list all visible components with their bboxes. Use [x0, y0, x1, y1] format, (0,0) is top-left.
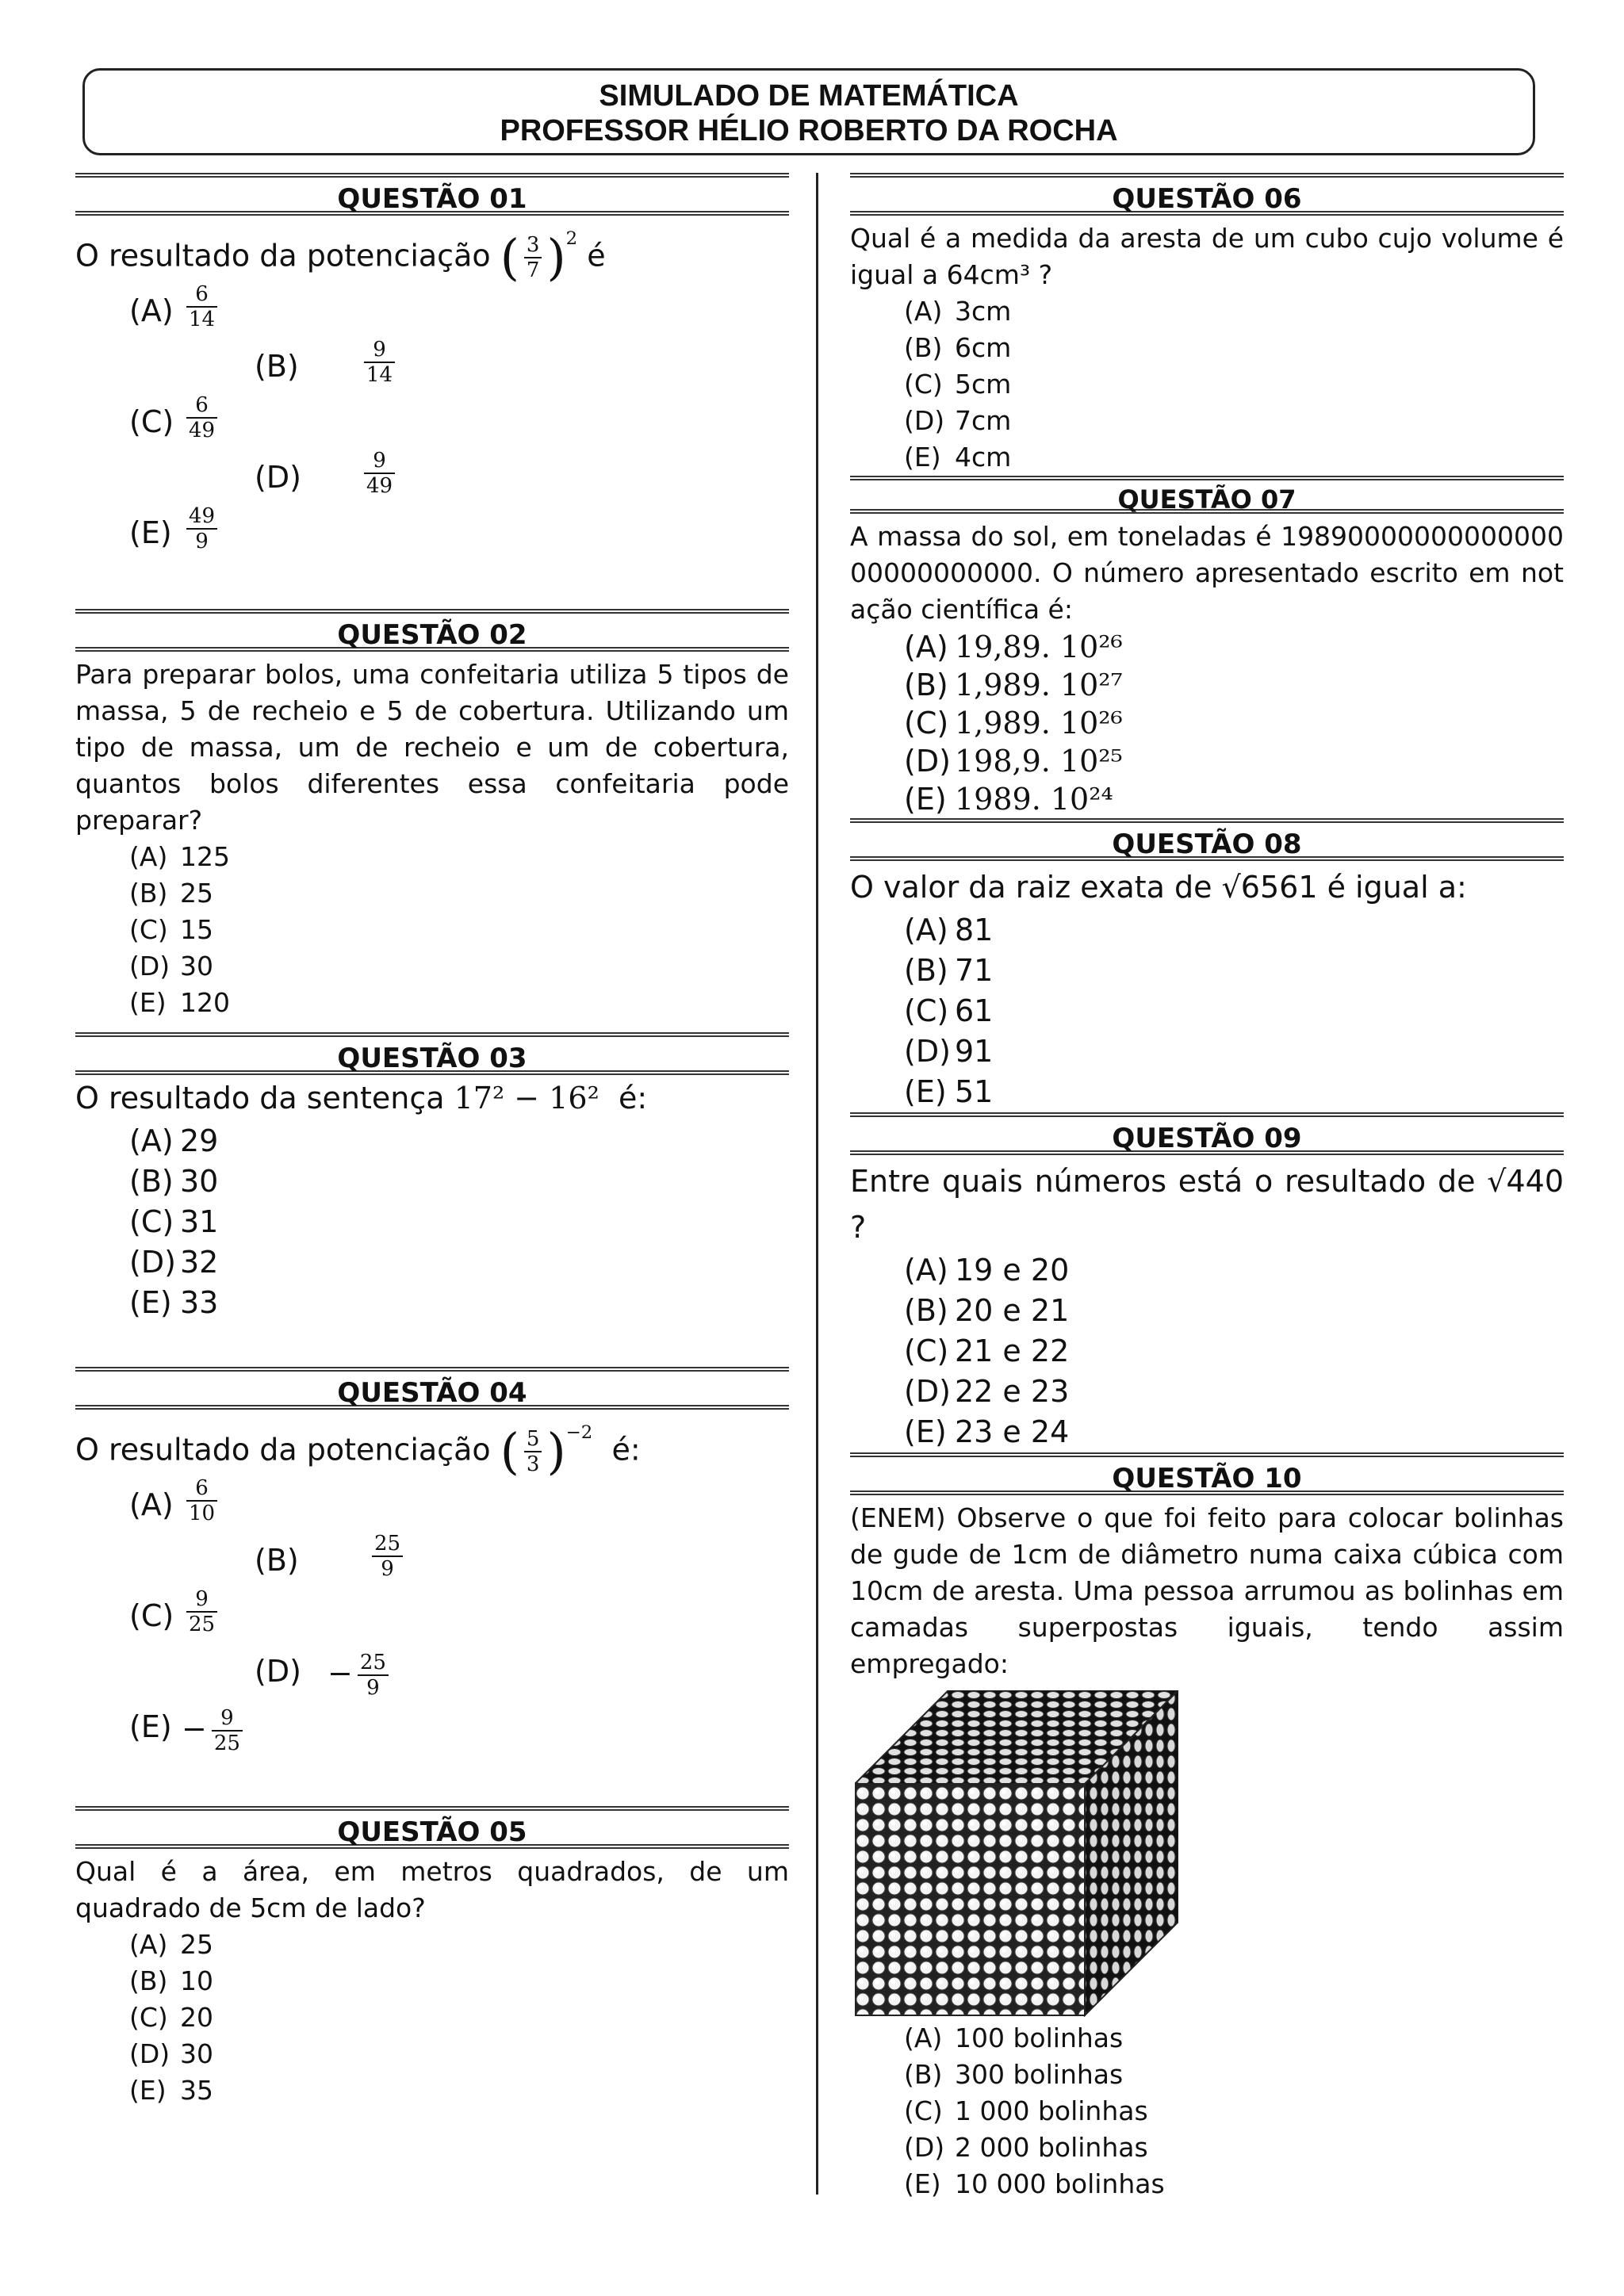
- option-e[interactable]: (E) 35: [129, 2075, 213, 2106]
- option-a[interactable]: (A) 25: [129, 1929, 213, 1960]
- option-e[interactable]: (E) 10 000 bolinhas: [904, 2168, 1165, 2199]
- question-title: QUESTÃO 05: [75, 1806, 789, 1849]
- question-text: Qual é a medida da aresta de um cubo cujo volume é igual a 64cm³ ?: [850, 223, 1564, 290]
- option-a[interactable]: (A) 100 bolinhas: [904, 2022, 1124, 2053]
- question-09: [850, 1112, 1564, 1452]
- option-b[interactable]: (B) 30: [129, 1164, 219, 1199]
- question-05: [75, 1806, 789, 2109]
- answer-options: [904, 1250, 1564, 1452]
- option-c[interactable]: (C) $\frac{9}{25}$: [129, 1587, 789, 1643]
- page-header: [82, 68, 1535, 155]
- option-b[interactable]: (B) 1,989. 10²⁷: [904, 668, 1123, 702]
- option-a[interactable]: (A) 125: [129, 841, 230, 872]
- option-c[interactable]: (C) 61: [904, 993, 994, 1028]
- question-title: QUESTÃO 09: [850, 1112, 1564, 1155]
- header-subtitle: PROFESSOR HÉLIO ROBERTO DA ROCHA: [500, 114, 1118, 147]
- question-title: QUESTÃO 02: [75, 609, 789, 652]
- question-02: [75, 609, 789, 1032]
- question-title: QUESTÃO 06: [850, 173, 1564, 216]
- question-text: O valor da raiz exata de √6561 é igual a:: [850, 870, 1467, 905]
- question-text: Qual é a área, em metros quadrados, de um quadrado de 5cm de lado?: [75, 1856, 789, 1923]
- question-text: O resultado da sentença 17² − 16² é:: [75, 1081, 648, 1115]
- option-c[interactable]: (C) 15: [129, 914, 213, 945]
- answer-options: [904, 2020, 1564, 2202]
- column-divider: [816, 173, 818, 2195]
- option-a[interactable]: (A) 19,89. 10²⁶: [904, 629, 1123, 664]
- option-d[interactable]: (D) 22 e 23: [904, 1374, 1070, 1409]
- question-title: QUESTÃO 01: [75, 173, 789, 216]
- option-d[interactable]: (D) − $\frac{25}{9}$: [129, 1643, 789, 1698]
- question-title: QUESTÃO 10: [850, 1452, 1564, 1495]
- option-e[interactable]: (E) 33: [129, 1285, 219, 1320]
- option-d[interactable]: (D) 198,9. 10²⁵: [904, 744, 1123, 779]
- option-a[interactable]: (A) $\frac{6}{14}$: [129, 282, 789, 338]
- question-text: A massa do sol, em toneladas é 1989000000000000000000000000. O número apresentado escrito em notação científica é:: [850, 521, 1564, 625]
- option-a[interactable]: (A) 3cm: [904, 296, 1012, 327]
- option-e[interactable]: (E) $\frac{49}{9}$: [129, 504, 789, 560]
- option-e[interactable]: (E) 120: [129, 987, 230, 1018]
- answer-options: [129, 1476, 789, 1754]
- option-c[interactable]: (C) 5cm: [904, 369, 1012, 400]
- question-text: O resultado da potenciação ( $\frac{3}{7}$ )$^2$ é: [75, 228, 606, 287]
- option-c[interactable]: (C) 1 000 bolinhas: [904, 2095, 1148, 2126]
- question-08: [850, 818, 1564, 1112]
- answer-options: [129, 1121, 789, 1323]
- option-e[interactable]: (E) 4cm: [904, 442, 1012, 473]
- answer-options: [904, 293, 1564, 476]
- option-e[interactable]: (E) − $\frac{9}{25}$: [129, 1698, 789, 1754]
- option-d[interactable]: (D) 91: [904, 1034, 994, 1069]
- option-b[interactable]: (B) 20 e 21: [904, 1293, 1070, 1328]
- question-title: QUESTÃO 07: [850, 476, 1564, 514]
- question-10: [850, 1452, 1564, 2202]
- option-b[interactable]: (B) 10: [129, 1965, 213, 1996]
- option-d[interactable]: (D) $\frac{9}{49}$: [129, 449, 789, 504]
- option-b[interactable]: (B) 25: [129, 878, 213, 909]
- question-text: Entre quais números está o resultado de √440 ?: [850, 1164, 1564, 1245]
- option-b[interactable]: (B) $\frac{9}{14}$: [129, 338, 789, 393]
- question-title: QUESTÃO 04: [75, 1367, 789, 1410]
- right-column: [850, 173, 1564, 2202]
- option-d[interactable]: (D) 7cm: [904, 405, 1012, 436]
- question-title: QUESTÃO 03: [75, 1032, 789, 1075]
- option-c[interactable]: (C) 31: [129, 1204, 219, 1239]
- answer-options: [129, 1927, 789, 2109]
- option-a[interactable]: (A) $\frac{6}{10}$: [129, 1476, 789, 1532]
- question-01: [75, 173, 789, 609]
- option-d[interactable]: (D) 2 000 bolinhas: [904, 2132, 1148, 2163]
- option-c[interactable]: (C) 20: [129, 2002, 213, 2033]
- option-d[interactable]: (D) 30: [129, 951, 213, 982]
- question-title: QUESTÃO 08: [850, 818, 1564, 861]
- option-a[interactable]: (A) 81: [904, 913, 994, 947]
- option-c[interactable]: (C) 21 e 22: [904, 1334, 1070, 1368]
- option-e[interactable]: (E) 51: [904, 1074, 994, 1109]
- option-b[interactable]: (B) 6cm: [904, 332, 1012, 363]
- question-07: [850, 476, 1564, 818]
- header-title: SIMULADO DE MATEMÁTICA: [599, 79, 1019, 113]
- option-e[interactable]: (E) 23 e 24: [904, 1414, 1070, 1449]
- option-a[interactable]: (A) 29: [129, 1123, 219, 1158]
- answer-options: [904, 628, 1564, 818]
- option-b[interactable]: (B) 300 bolinhas: [904, 2059, 1124, 2090]
- option-c[interactable]: (C) 1,989. 10²⁶: [904, 706, 1123, 740]
- question-06: [850, 173, 1564, 476]
- answer-options: [904, 910, 1564, 1112]
- question-text: O resultado da potenciação ( $\frac{5}{3}$ )$^{-2}$ é:: [75, 1422, 641, 1481]
- option-d[interactable]: (D) 32: [129, 1245, 219, 1280]
- option-d[interactable]: (D) 30: [129, 2038, 213, 2069]
- answer-options: [129, 282, 789, 560]
- left-column: [75, 173, 789, 2109]
- question-03: [75, 1032, 789, 1367]
- question-text: Para preparar bolos, uma confeitaria utiliza 5 tipos de massa, 5 de recheio e 5 de cobertura. Utilizando um tipo de massa, um de recheio e um de cobertura, quantos bolos diferentes essa confeitaria pode preparar?: [75, 659, 789, 836]
- question-text: (ENEM) Observe o que foi feito para colocar bolinhas de gude de 1cm de diâmetro numa caixa cúbica com 10cm de aresta. Uma pessoa arrumou as bolinhas em camadas superpostas iguais, tendo assim empregado:: [850, 1502, 1564, 1679]
- option-a[interactable]: (A) 19 e 20: [904, 1253, 1070, 1288]
- option-c[interactable]: (C) $\frac{6}{49}$: [129, 393, 789, 449]
- answer-options: [129, 839, 789, 1021]
- question-04: [75, 1367, 789, 1806]
- option-b[interactable]: (B) 71: [904, 953, 994, 988]
- option-b[interactable]: (B) $\frac{25}{9}$: [129, 1532, 789, 1587]
- marble-cube-image: [855, 1690, 1178, 2017]
- option-e[interactable]: (E) 1989. 10²⁴: [904, 782, 1113, 817]
